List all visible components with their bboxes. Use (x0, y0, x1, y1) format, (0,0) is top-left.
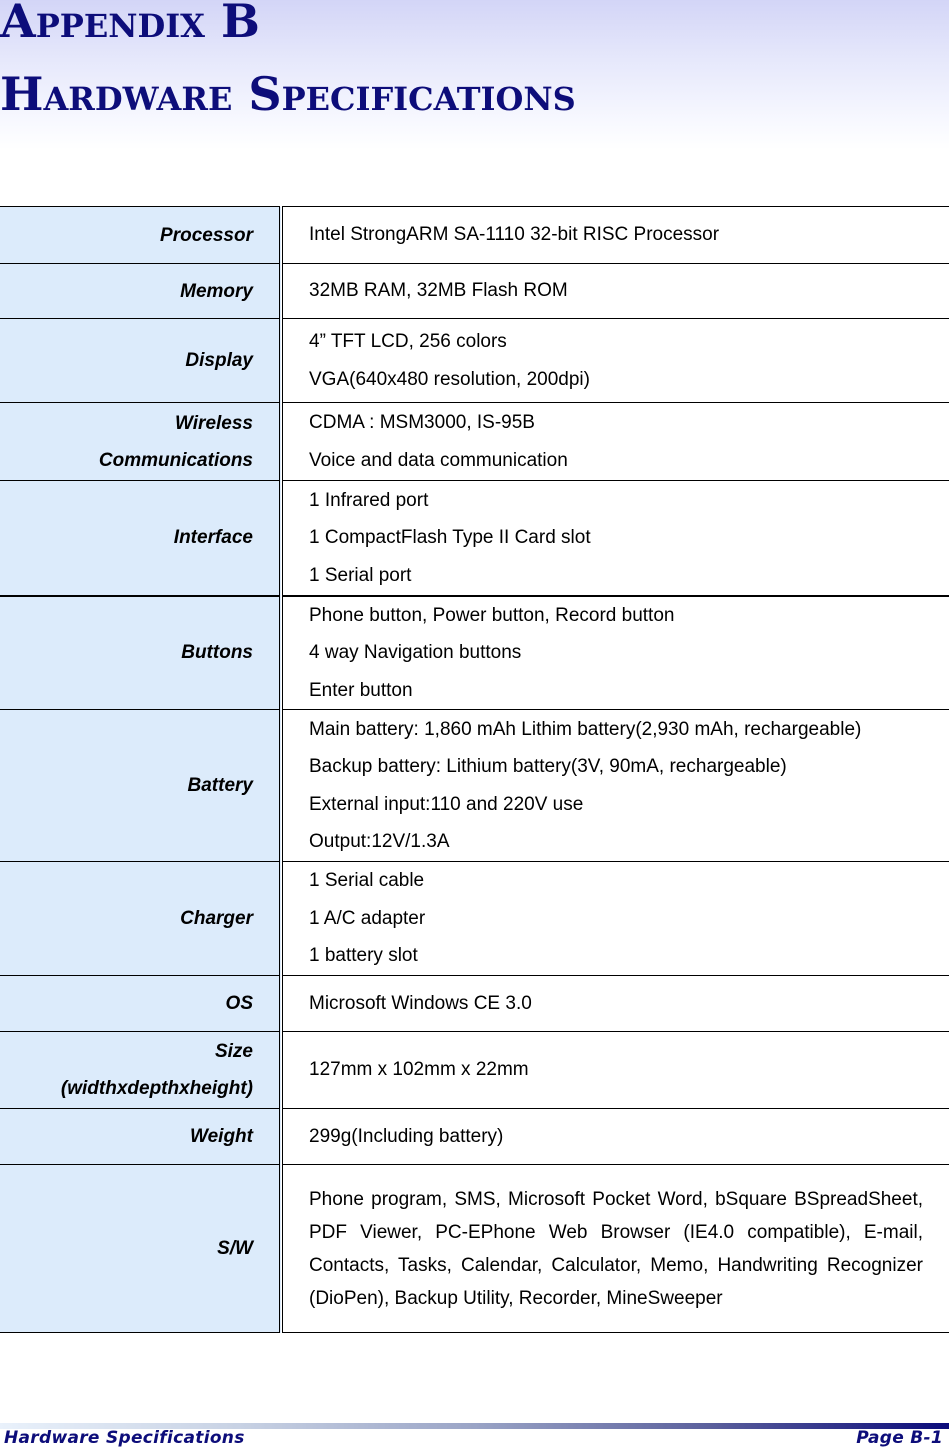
appendix-title: Appendix B (0, 0, 260, 48)
spec-value: Microsoft Windows CE 3.0 (281, 976, 949, 1032)
spec-label: Display (0, 319, 281, 403)
spec-label: Battery (0, 710, 281, 862)
spec-label: Processor (0, 207, 281, 264)
table-row (0, 264, 949, 319)
spec-value: Main battery: 1,860 mAh Lithim battery(2,930 mAh, rechargeable) Backup battery: Lithium battery(3V, 90mA, rechargeable) External input:110 and 220V use Output:12V/1.3A (281, 710, 949, 862)
spec-value: 299g(Including battery) (281, 1109, 949, 1165)
spec-label: Buttons (0, 596, 281, 710)
spec-value: 1 Infrared port 1 CompactFlash Type II Card slot 1 Serial port (281, 481, 949, 596)
table-row (0, 207, 949, 264)
spec-label: S/W (0, 1165, 281, 1333)
footer-page-number: Page B-1 (856, 1428, 943, 1448)
spec-value: Phone button, Power button, Record button 4 way Navigation buttons Enter button (281, 596, 949, 710)
spec-value: CDMA : MSM3000, IS-95B Voice and data communication (281, 403, 949, 481)
table-row (0, 862, 949, 976)
page-title: Hardware Specifications (0, 67, 576, 121)
table-row (0, 1165, 949, 1333)
table-row (0, 976, 949, 1032)
spec-value: 1 Serial cable 1 A/C adapter 1 battery slot (281, 862, 949, 976)
spec-value: Phone program, SMS, Microsoft Pocket Word, bSquare BSpreadSheet, PDF Viewer, PC-EPhone Web Browser (IE4.0 compatible), E-mail, Contacts, Tasks, Calendar, Calculator, Memo, Handwriting Recognizer (DioPen), Backup Utility, Recorder, MineSweeper (281, 1165, 949, 1333)
spec-value: 32MB RAM, 32MB Flash ROM (281, 264, 949, 319)
spec-label: Size (widthxdepthxheight) (0, 1032, 281, 1109)
table-row (0, 319, 949, 403)
spec-label: Wireless Communications (0, 403, 281, 481)
spec-value: 127mm x 102mm x 22mm (281, 1032, 949, 1109)
spec-table (0, 206, 949, 1333)
spec-value: 4” TFT LCD, 256 colors VGA(640x480 resolution, 200dpi) (281, 319, 949, 403)
spec-label: Weight (0, 1109, 281, 1165)
table-row (0, 596, 949, 710)
spec-label: OS (0, 976, 281, 1032)
spec-value: Intel StrongARM SA-1110 32-bit RISC Processor (281, 207, 949, 264)
spec-label: Interface (0, 481, 281, 596)
footer-section-title: Hardware Specifications (4, 1428, 245, 1448)
spec-label: Memory (0, 264, 281, 319)
table-row (0, 710, 949, 862)
table-row (0, 403, 949, 481)
table-row (0, 1032, 949, 1109)
table-row (0, 481, 949, 596)
table-row (0, 1109, 949, 1165)
spec-label: Charger (0, 862, 281, 976)
